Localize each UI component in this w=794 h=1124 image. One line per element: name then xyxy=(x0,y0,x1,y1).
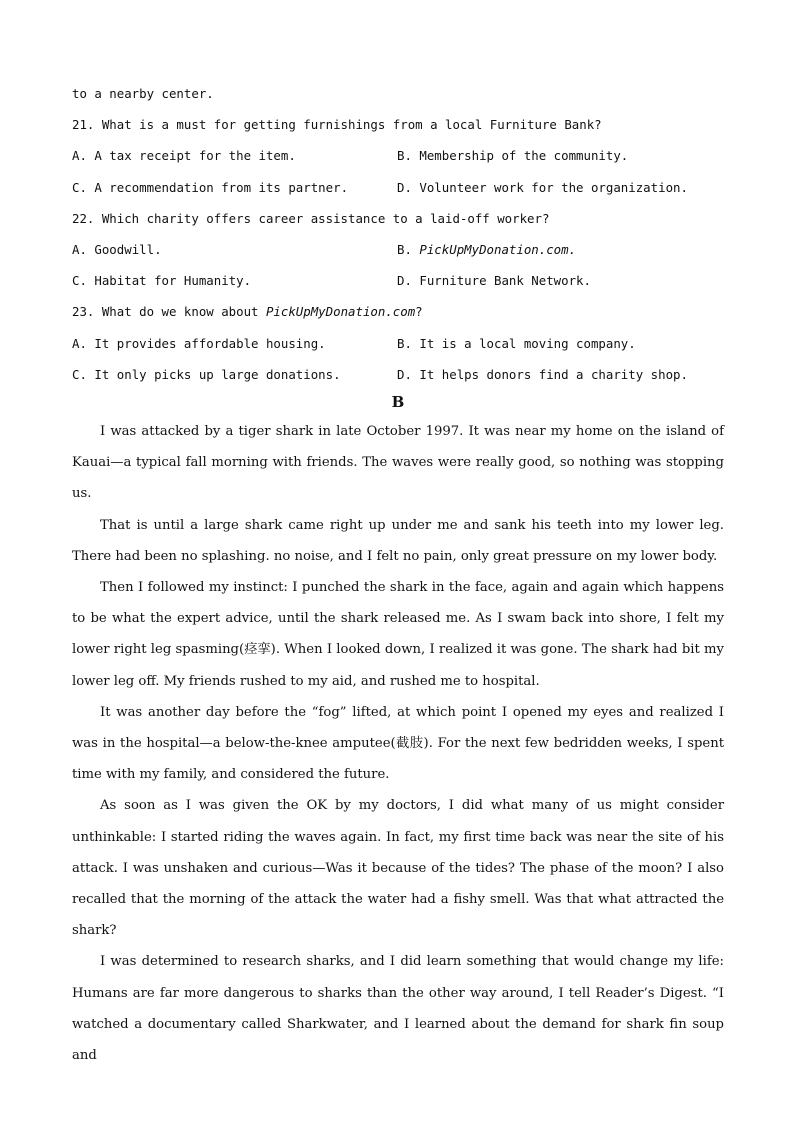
option-row xyxy=(72,140,724,171)
question-stem-suffix: ? xyxy=(415,304,423,320)
option-letter: B. xyxy=(397,335,412,351)
option-text: Habitat for Humanity. xyxy=(94,273,252,289)
option-text: It only picks up large donations. xyxy=(94,366,341,382)
option-c xyxy=(72,172,397,203)
option-row xyxy=(72,328,724,359)
section-title: B xyxy=(391,393,405,412)
option-text: Goodwill. xyxy=(94,242,162,258)
option-d xyxy=(397,172,724,203)
question-stem xyxy=(72,203,724,234)
option-text: It helps donors find a charity shop. xyxy=(419,366,688,382)
option-letter: B. xyxy=(397,242,412,258)
passage-paragraph: I was determined to research sharks, and I did learn something that would change my life: Humans are far more dangerous to sharks than the other way around, I tell Reader’s Digest. “I watched a documentary called Sharkwater, and I learned about the demand for shark fin soup and xyxy=(72,954,724,1064)
option-letter: D. xyxy=(397,179,412,195)
option-letter: B. xyxy=(397,148,412,164)
option-text: A tax receipt for the item. xyxy=(94,148,296,164)
option-text: Volunteer work for the organization. xyxy=(419,179,688,195)
intro-line: to a nearby center. xyxy=(72,86,214,101)
question-stem-text: 22. Which charity offers career assistance to a laid-off worker? xyxy=(72,210,550,226)
option-d xyxy=(397,265,724,296)
page-content xyxy=(72,78,724,1071)
option-letter: D. xyxy=(397,273,412,289)
option-letter: A. xyxy=(72,335,87,351)
option-row xyxy=(72,172,724,203)
option-c xyxy=(72,265,397,296)
option-text: PickUpMyDonation.com. xyxy=(419,242,577,258)
option-a xyxy=(72,234,397,265)
option-text: A recommendation from its partner. xyxy=(94,179,349,195)
option-a xyxy=(72,328,397,359)
option-letter: A. xyxy=(72,242,87,258)
option-letter: D. xyxy=(397,366,412,382)
option-text: It provides affordable housing. xyxy=(94,335,326,351)
passage-paragraph: I was attacked by a tiger shark in late October 1997. It was near my home on the island of Kauai—a typical fall morning with friends. The waves were really good, so nothing was stopping us. xyxy=(72,424,724,502)
option-d xyxy=(397,359,724,390)
option-row xyxy=(72,359,724,390)
option-text: Furniture Bank Network. xyxy=(419,273,591,289)
option-b xyxy=(397,140,724,171)
passage-paragraph: As soon as I was given the OK by my doctors, I did what many of us might consider unthinkable: I started riding the waves again. In fact, my first time back was near the site of his attack. I was unshaken and curious—Was it because of the tides? The phase of the moon? I also recalled that the morning of the attack the water had a fishy smell. Was that what attracted the shark? xyxy=(72,798,724,939)
option-text: Membership of the community. xyxy=(419,148,629,164)
option-row xyxy=(72,265,724,296)
question-stem-italic: PickUpMyDonation.com xyxy=(265,304,416,320)
question-23 xyxy=(72,296,724,390)
option-b xyxy=(397,234,724,265)
option-text: It is a local moving company. xyxy=(419,335,636,351)
passage-paragraph: It was another day before the “fog” lifted, at which point I opened my eyes and realized I was in the hospital—a below-the-knee amputee(截肢). For the next few bedridden weeks, I spent time with my family, and considered the future. xyxy=(72,704,724,783)
option-letter: C. xyxy=(72,273,87,289)
passage-paragraph: Then I followed my instinct: I punched the shark in the face, again and again which happens to be what the expert advice, until the shark released me. As I swam back into shore, I felt my lower right leg spasming(痉挛). When I looked down, I realized it was gone. The shark had bit my lower leg off. My friends rushed to my aid, and rushed me to hospital. xyxy=(72,580,724,689)
question-21 xyxy=(72,109,724,203)
option-row xyxy=(72,234,724,265)
question-stem xyxy=(72,109,724,140)
option-b xyxy=(397,328,724,359)
question-22 xyxy=(72,203,724,297)
question-stem-text: 21. What is a must for getting furnishings from a local Furniture Bank? xyxy=(72,117,602,133)
question-stem-text: 23. What do we know about xyxy=(72,304,266,320)
option-letter: C. xyxy=(72,179,87,195)
option-a xyxy=(72,140,397,171)
question-stem xyxy=(72,296,724,327)
option-c xyxy=(72,359,397,390)
option-letter: C. xyxy=(72,366,87,382)
passage-paragraph: That is until a large shark came right up under me and sank his teeth into my lower leg. There had been no splashing. no noise, and I felt no pain, only great pressure on my lower body. xyxy=(72,517,724,564)
option-letter: A. xyxy=(72,148,87,164)
